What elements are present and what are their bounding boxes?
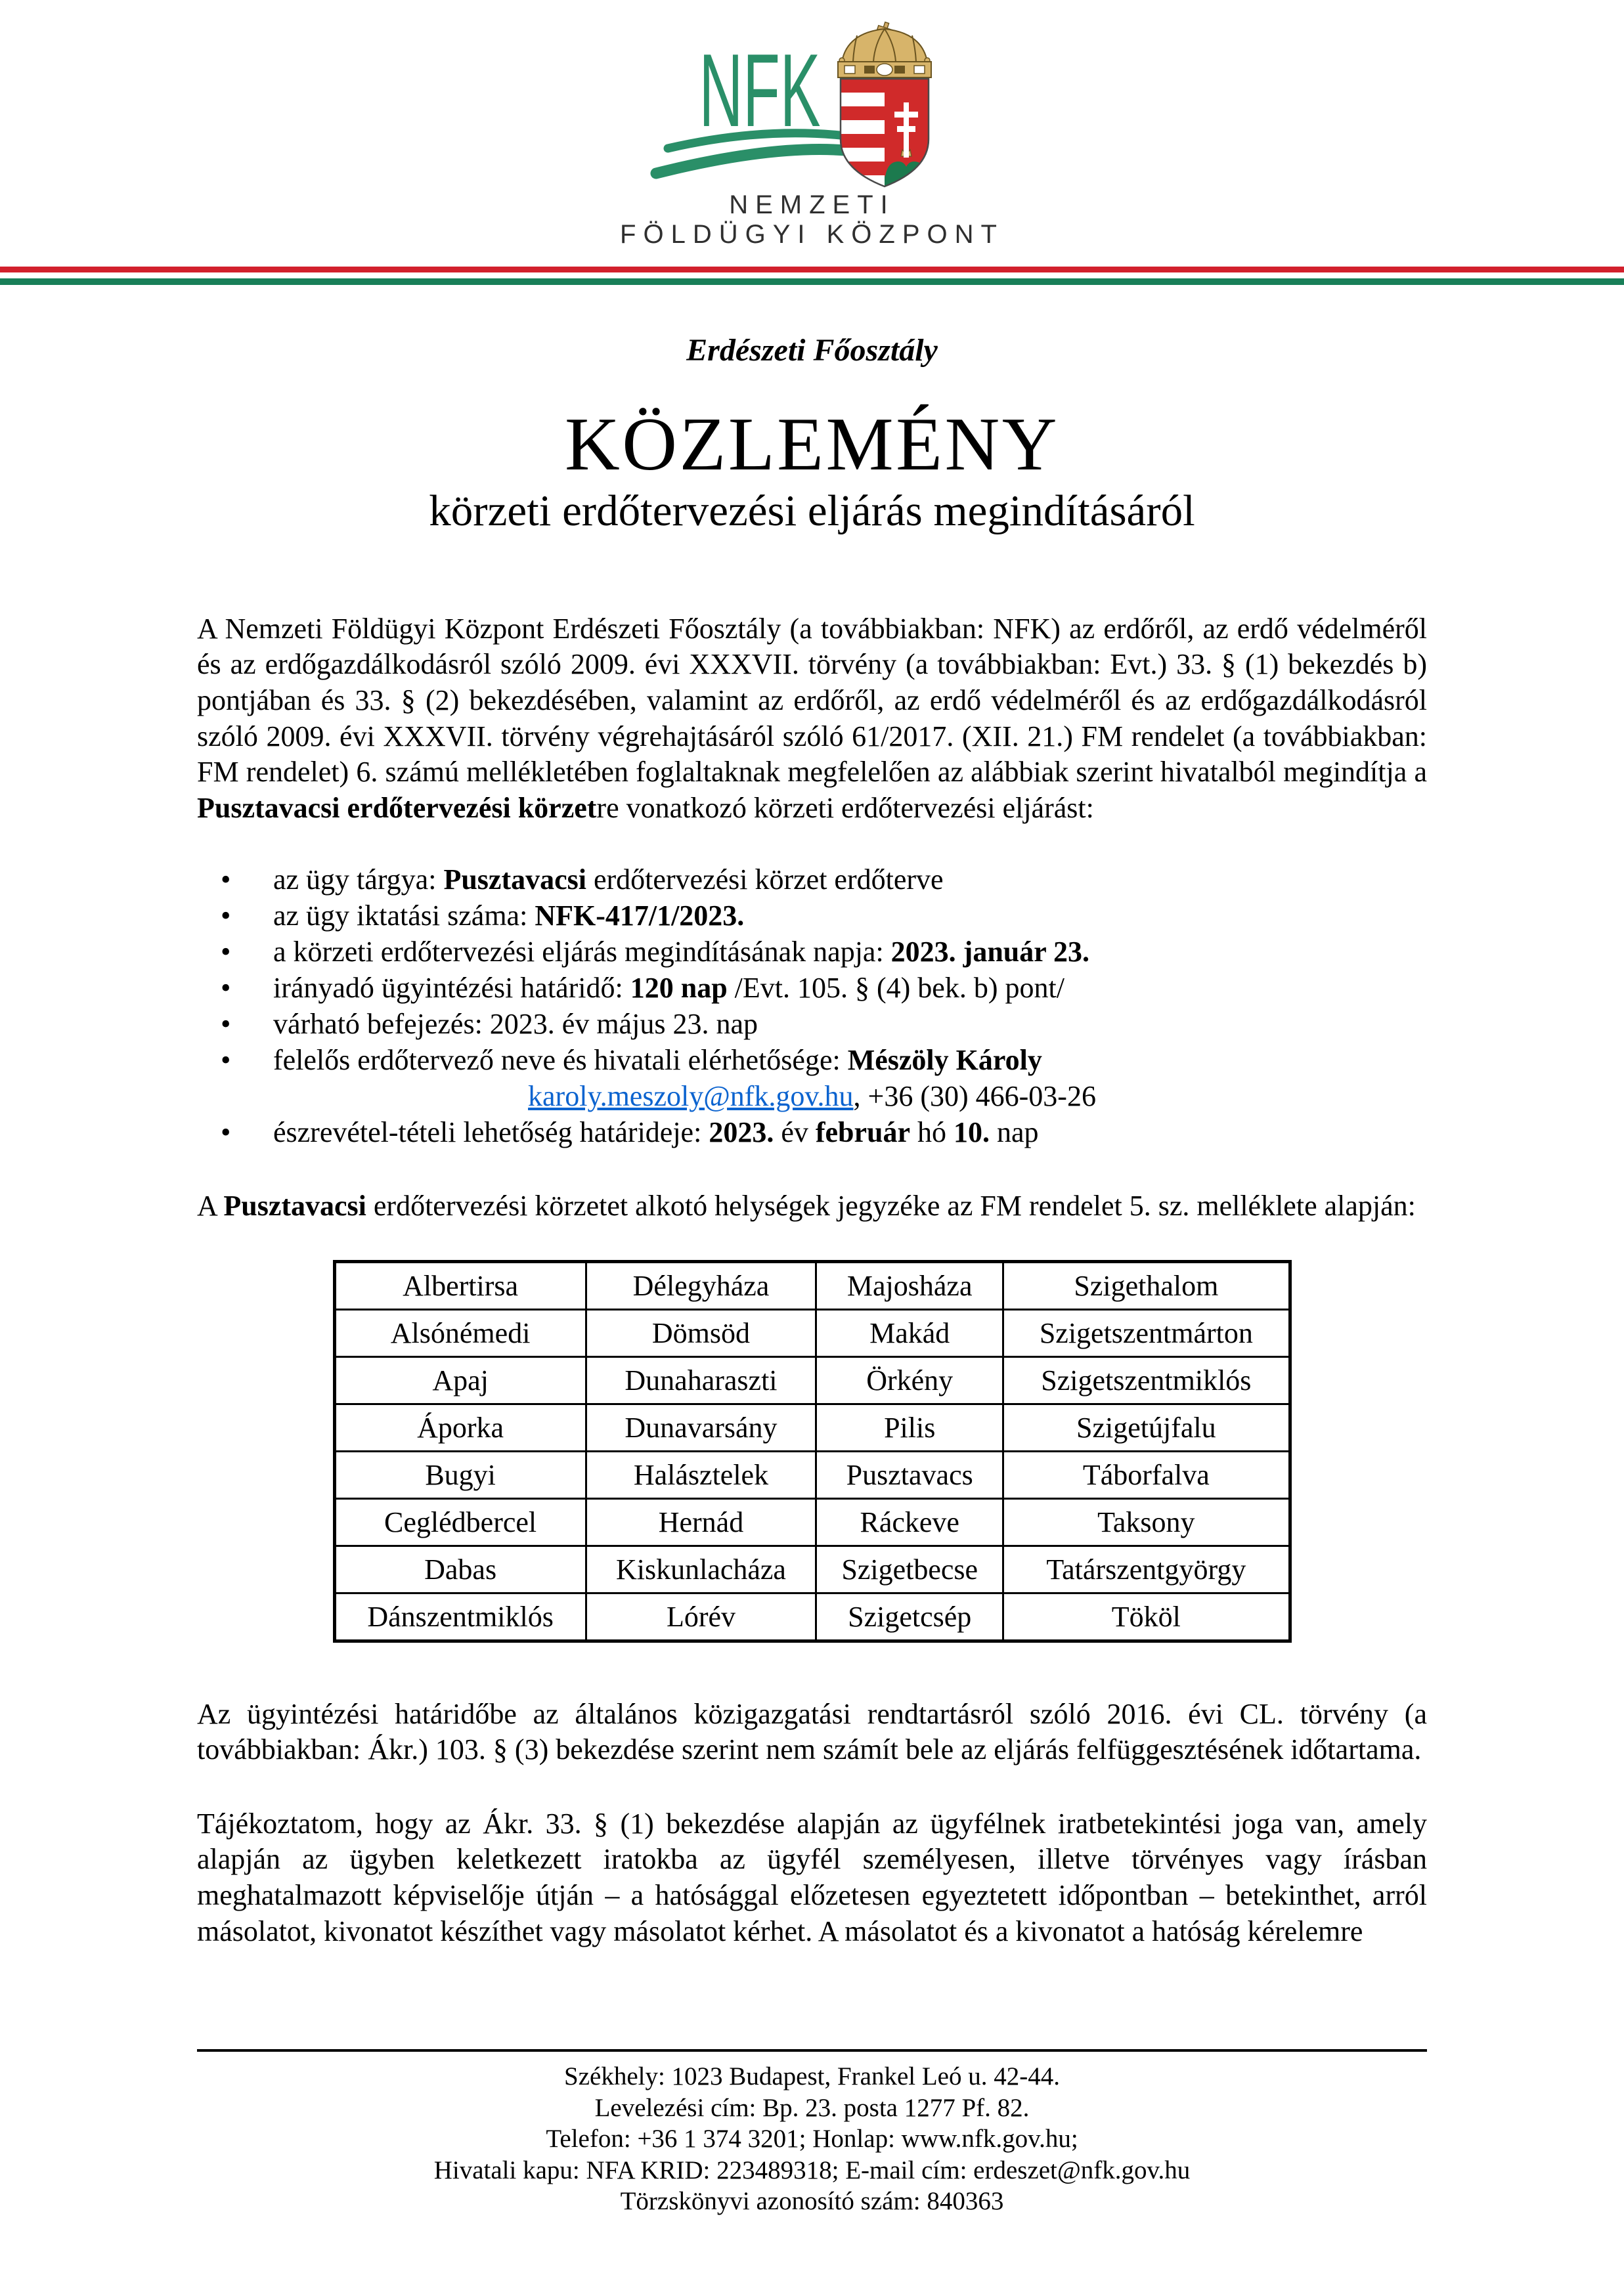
table-cell: Tököl — [1003, 1593, 1290, 1641]
table-cell: Szigetbecse — [816, 1546, 1003, 1593]
table-cell: Tatárszentgyörgy — [1003, 1546, 1290, 1593]
list-intro-text: A — [197, 1190, 224, 1223]
list-intro-text: erdőtervezési körzetet alkotó helységek jegyzéke az FM rendelet 5. sz. melléklete alapján: — [366, 1190, 1416, 1223]
table-cell: Apaj — [334, 1356, 586, 1404]
red-stripe — [0, 267, 1624, 272]
table-cell: Dunavarsány — [586, 1404, 816, 1451]
page-subtitle: körzeti erdőtervezési eljárás megindításáról — [429, 486, 1195, 535]
intro-text-part2: re vonatkozó körzeti erdőtervezési eljárást: — [596, 791, 1094, 824]
table-cell: Halásztelek — [586, 1451, 816, 1498]
list-text: észrevétel-tételi lehetőség határideje: — [273, 1116, 709, 1149]
case-details-list — [197, 861, 1427, 1078]
table-row — [334, 1356, 1290, 1404]
case-details-list-continued — [197, 1114, 1427, 1150]
list-item-comment-deadline — [197, 1114, 1427, 1150]
table-cell: Ceglédbercel — [334, 1498, 586, 1546]
table-cell: Bugyi — [334, 1451, 586, 1498]
bullet-icon — [221, 898, 230, 934]
table-cell: Majosháza — [816, 1261, 1003, 1309]
logo-org-name-line2: FÖLDÜGYI KÖZPONT — [620, 219, 1004, 249]
table-cell: Pusztavacs — [816, 1451, 1003, 1498]
table-cell: Lórév — [586, 1593, 816, 1641]
table-cell: Örkény — [816, 1356, 1003, 1404]
table-cell: Táborfalva — [1003, 1451, 1290, 1498]
bullet-icon — [221, 1042, 230, 1078]
list-text-bold: 2023. — [709, 1116, 774, 1149]
list-text: irányadó ügyintézési határidő: — [273, 972, 630, 1005]
email-link[interactable]: karoly.meszoly@nfk.gov.hu — [528, 1080, 854, 1113]
table-cell: Dunaharaszti — [586, 1356, 816, 1404]
table-cell: Kiskunlacháza — [586, 1546, 816, 1593]
municipalities-table — [333, 1260, 1292, 1643]
bullet-icon — [221, 970, 230, 1006]
table-row — [334, 1261, 1290, 1309]
list-text: várható befejezés: 2023. év május 23. nap — [273, 1008, 758, 1041]
green-stripe — [0, 278, 1624, 285]
table-cell: Szigetújfalu — [1003, 1404, 1290, 1451]
footer — [197, 2049, 1427, 2217]
municipalities-intro — [197, 1188, 1427, 1224]
table-cell: Délegyháza — [586, 1261, 816, 1309]
list-text-bold: Mészöly Károly — [847, 1044, 1042, 1077]
table-cell: Szigetcsép — [816, 1593, 1003, 1641]
table-row — [334, 1546, 1290, 1593]
list-text: felelős erdőtervező neve és hivatali elérhetősége: — [273, 1044, 848, 1077]
table-cell: Pilis — [816, 1404, 1003, 1451]
footer-divider — [197, 2049, 1427, 2052]
phone-text: , +36 (30) 466-03-26 — [853, 1080, 1096, 1113]
bullet-icon — [221, 1006, 230, 1042]
tricolor-divider — [0, 267, 1624, 285]
table-cell: Dánszentmiklós — [334, 1593, 586, 1641]
list-text-bold: NFK-417/1/2023. — [535, 899, 745, 932]
list-text: hó — [910, 1116, 954, 1149]
list-item-planner — [197, 1042, 1427, 1078]
list-text: az ügy tárgya: — [273, 863, 444, 896]
list-text-bold: február — [815, 1116, 911, 1149]
table-row — [334, 1593, 1290, 1641]
list-text: nap — [990, 1116, 1039, 1149]
bullet-icon — [221, 861, 230, 898]
information-paragraph: Tájékoztatom, hogy az Ákr. 33. § (1) bekezdése alapján az ügyfélnek iratbetekintési joga van, amely alapján az ügyben keletkezett iratokba az ügyfél személyesen, illetve törvényes vagy írásban meghatalmazott képviselője útján – a hatósággal előzetesen egyeztetett időpontban – betekinthet, arról másolatot, kivonatot készíthet vagy másolatot kérhet. A másolatot és a kivonatot a hatóság kérelemre — [197, 1807, 1427, 1947]
list-text-bold: 2023. január 23. — [890, 936, 1089, 968]
list-text: erdőtervezési körzet erdőterve — [586, 863, 944, 896]
table-cell: Dömsöd — [586, 1309, 816, 1356]
table-cell: Alsónémedi — [334, 1309, 586, 1356]
table-cell: Hernád — [586, 1498, 816, 1546]
table-cell: Szigethalom — [1003, 1261, 1290, 1309]
list-text-bold: 120 nap — [630, 972, 728, 1005]
list-item-deadline — [197, 970, 1427, 1006]
document-body — [0, 611, 1624, 1949]
list-intro-text-bold: Pusztavacsi — [223, 1190, 366, 1223]
table-cell: Taksony — [1003, 1498, 1290, 1546]
logo-org-name-line1: NEMZETI — [729, 190, 895, 219]
table-row — [334, 1309, 1290, 1356]
list-item-start-date — [197, 934, 1427, 970]
footer-line-krid-email: Hivatali kapu: NFA KRID: 223489318; E-mail cím: erdeszet@nfk.gov.hu — [433, 2155, 1191, 2184]
footer-line-registry: Törzskönyvi azonosító szám: 840363 — [620, 2187, 1004, 2216]
table-row — [334, 1404, 1290, 1451]
bullet-icon — [221, 934, 230, 970]
deadline-paragraph: Az ügyintézési határidőbe az általános közigazgatási rendtartásról szóló 2016. évi CL. törvény (a továbbiakban: Ákr.) 103. § (3) bekezdése szerint nem számít bele az eljárás felfüggesztésének időtartama. — [197, 1697, 1427, 1766]
list-text: az ügy iktatási száma: — [273, 899, 535, 932]
table-row — [334, 1451, 1290, 1498]
list-text: év — [774, 1116, 816, 1149]
logo — [0, 0, 1624, 249]
table-cell: Makád — [816, 1309, 1003, 1356]
list-text: /Evt. 105. § (4) bek. b) pont/ — [727, 972, 1064, 1005]
coat-of-arms-icon — [838, 20, 931, 190]
intro-paragraph — [197, 611, 1427, 826]
table-row — [334, 1498, 1290, 1546]
nfk-logo-graphic — [648, 20, 977, 190]
list-text: a körzeti erdőtervezési eljárás megindításának napja: — [273, 936, 891, 968]
stripe-gap — [0, 272, 1624, 278]
list-item-expected-finish — [197, 1006, 1427, 1042]
list-item-case-number — [197, 898, 1427, 934]
contact-line — [197, 1078, 1427, 1114]
intro-text-part1: A Nemzeti Földügyi Központ Erdészeti Főosztály (a továbbiakban: NFK) az erdőről, az erdő védelméről és az erdőgazdálkodásról szóló 2009. évi XXXVII. törvény (a továbbiakban: Evt.) 33. § (1) bekezdés b) pontjában és 33. § (2) bekezdésében, valamint az erdőről, az erdő védelméről és az erdőgazdálkodásról szóló 2009. évi XXXVII. törvény végrehajtásáról szóló 61/2017. (XII. 21.) FM rendelet (a továbbiakban: FM rendelet) 6. számú mellékletében foglaltaknak megfelelően az alábbiak szerint hivatalból megindítja a — [197, 612, 1427, 789]
list-item-subject — [197, 861, 1427, 898]
intro-text-district-bold: Pusztavacsi erdőtervezési körzet — [197, 791, 597, 824]
table-cell: Dabas — [334, 1546, 586, 1593]
department-heading: Erdészeti Főosztály — [686, 332, 938, 368]
table-cell: Szigetszentmárton — [1003, 1309, 1290, 1356]
footer-line-mailing: Levelezési cím: Bp. 23. posta 1277 Pf. 82. — [594, 2093, 1030, 2122]
footer-line-phone-web: Telefon: +36 1 374 3201; Honlap: www.nfk.gov.hu; — [546, 2125, 1078, 2154]
page-title: KÖZLEMÉNY — [565, 402, 1059, 487]
nfk-acronym-text: NFK — [699, 33, 820, 148]
table-cell: Ráckeve — [816, 1498, 1003, 1546]
table-cell: Áporka — [334, 1404, 586, 1451]
table-cell: Albertirsa — [334, 1261, 586, 1309]
bullet-icon — [221, 1114, 230, 1150]
table-cell: Szigetszentmiklós — [1003, 1356, 1290, 1404]
list-text-bold: 10. — [954, 1116, 990, 1149]
list-text-bold: Pusztavacsi — [443, 863, 586, 896]
footer-line-address: Székhely: 1023 Budapest, Frankel Leó u. 42-44. — [564, 2062, 1060, 2091]
